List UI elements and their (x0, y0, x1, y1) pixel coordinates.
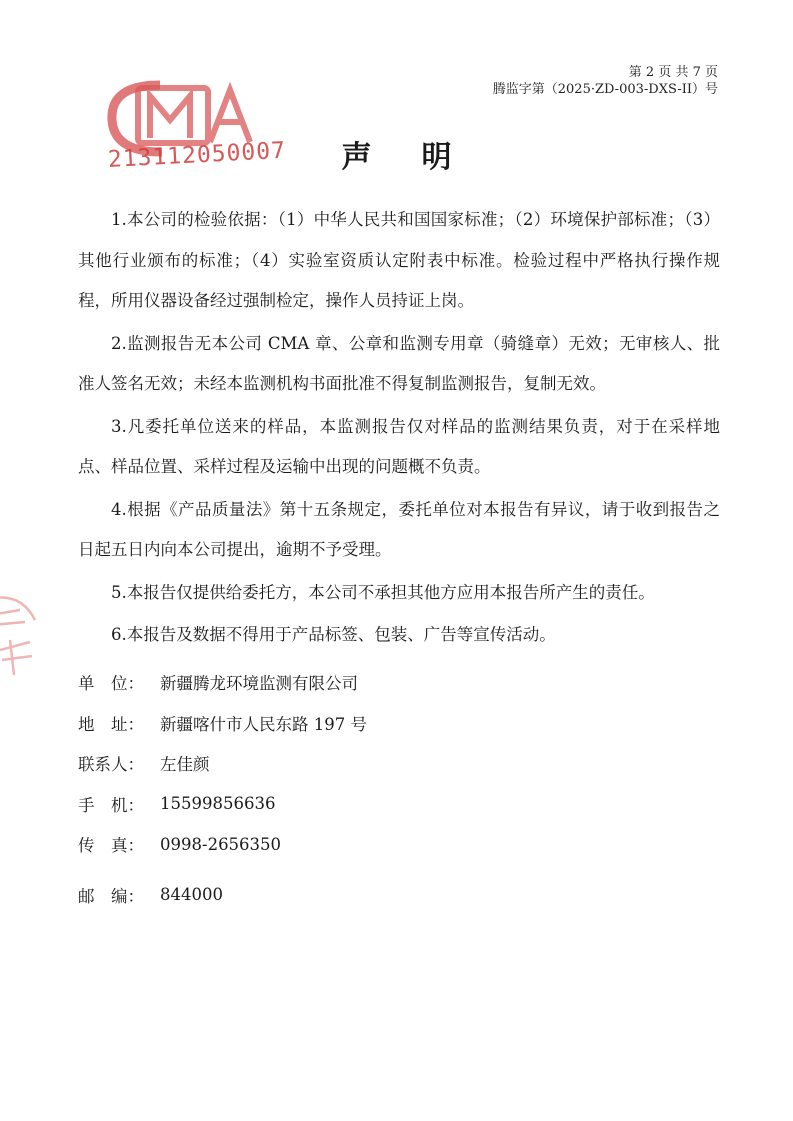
fax-label: 传 真： (78, 836, 144, 856)
stamp-number: 213112050007 (107, 137, 287, 173)
mobile-label: 手 机： (78, 795, 144, 815)
statement-item: 3.凡委托单位送来的样品，本监测报告仅对样品的监测结果负责，对于在采样地点、样品位置、采样过程及运输中出现的问题概不负责。 (78, 416, 720, 476)
contact-info (78, 662, 367, 915)
unit-value: 新疆腾龙环境监测有限公司 (160, 674, 358, 694)
postcode-label: 邮 编： (78, 886, 144, 906)
statement-item: 5.本报告仅提供给委托方，本公司不承担其他方应用本报告所产生的责任。 (111, 582, 655, 602)
contact-row-unit (78, 662, 367, 703)
seal-stamp-icon (0, 580, 50, 690)
report-number: 腾监字第（2025·ZD-003-DXS-II）号 (492, 82, 718, 97)
statement-item: 2.监测报告无本公司 CMA 章、公章和监测专用章（骑缝章）无效；无审核人、批准人签名无效；未经本监测机构书面批准不得复制监测报告，复制无效。 (78, 333, 720, 393)
person-label: 联系人： (78, 755, 144, 775)
postcode-value: 844000 (160, 885, 223, 905)
address-label: 地 址： (78, 714, 144, 734)
contact-row-person (78, 743, 367, 784)
statement-item: 4.根据《产品质量法》第十五条规定，委托单位对本报告有异议，请于收到报告之日起五日内向本公司提出，逾期不予受理。 (78, 499, 720, 559)
contact-row-mobile (78, 784, 367, 825)
contact-row-address (78, 703, 367, 744)
person-value: 左佳颜 (160, 755, 210, 775)
statement-item: 6.本报告及数据不得用于产品标签、包装、广告等宣传活动。 (111, 625, 556, 644)
header-info (493, 64, 718, 98)
fax-value: 0998-2656350 (160, 834, 282, 854)
address-value: 新疆喀什市人民东路 197 号 (160, 714, 367, 734)
page-number: 第 2 页 共 7 页 (628, 65, 718, 80)
mobile-value: 15599856636 (160, 794, 276, 814)
contact-row-fax (78, 824, 367, 865)
page-title: 声明 (341, 140, 502, 175)
statement-item: 1.本公司的检验依据：（1）中华人民共和国国家标准；（2）环境保护部标准；（3）其他行业颁布的标准；（4）实验室资质认定附表中标准。检验过程中严格执行操作规程，所用仪器设备经过强制检定，操作人员持证上岗。 (78, 210, 720, 310)
unit-label: 单 位： (78, 674, 144, 694)
contact-row-postcode (78, 875, 367, 916)
statement-list (78, 200, 720, 658)
